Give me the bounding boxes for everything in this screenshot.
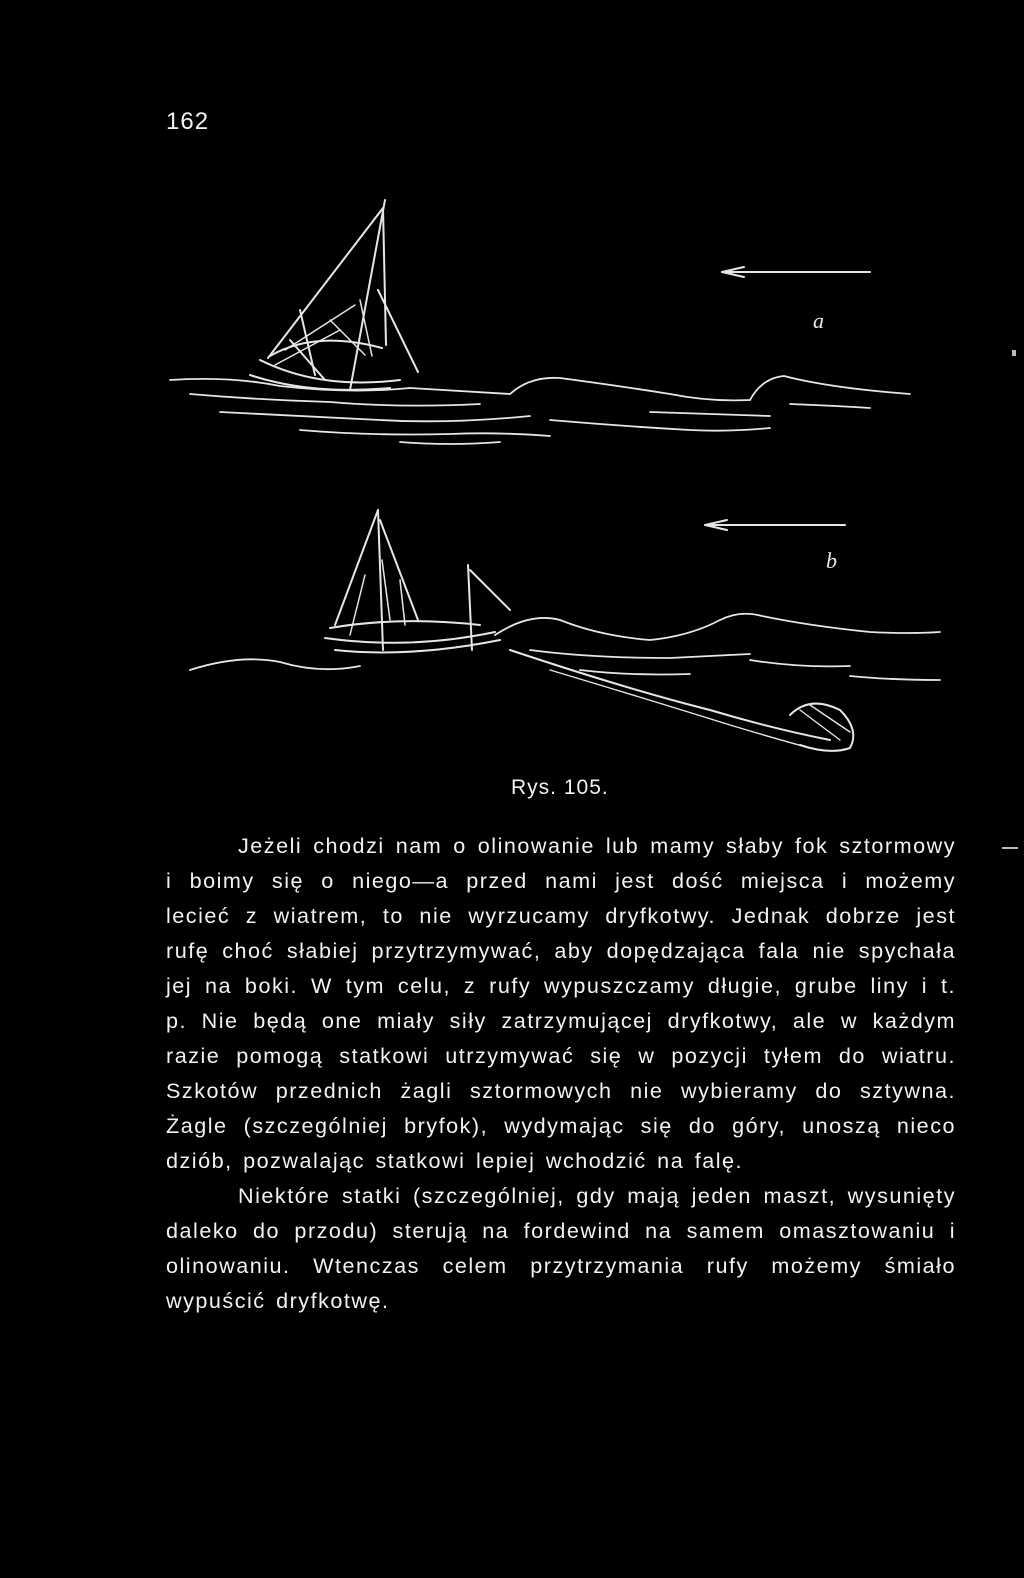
boat-b-drawing [325, 510, 510, 652]
page-number: 162 [166, 108, 210, 135]
edge-mark-top [1012, 350, 1016, 356]
boat-a-drawing [250, 200, 418, 390]
figure-label-b: b [826, 548, 837, 573]
wind-arrow-b [705, 520, 845, 530]
waves-b-drawing [190, 614, 940, 680]
waves-a-drawing [170, 376, 910, 444]
sailing-illustration [150, 180, 950, 780]
paragraph-1: Jeżeli chodzi nam o olinowanie lub mamy słaby fok sztormowy i boimy się o niego—a przed nami jest dość miejsca i możemy lecieć z wiatrem, to nie wyrzucamy dryfkotwy. Jednak dobrze jest rufę choć słabiej przytrzymywać, aby dopędzająca fala nie spychała jej na boki. W tym celu, z rufy wypuszczamy długie, grube liny i t. p. Nie będą one miały siły zatrzymującej dryfkotwy, ale w każdym razie pomogą statkowi utrzymywać się w pozycji tyłem do wiatru. Szkotów przednich żagli sztormowych nie wybieramy do sztywna. Żagle (szczególniej bryfok), wydymając się do góry, unoszą nieco dziób, pozwalając statkowi lepiej wchodzić na falę. [166, 833, 956, 1173]
figure-label-a: a [813, 308, 824, 333]
wind-arrow-a [722, 267, 870, 277]
edge-mark-middle [1002, 847, 1018, 849]
body-text [166, 828, 956, 1318]
paragraph-2: Niektóre statki (szczególniej, gdy mają jeden maszt, wysunięty daleko do przodu) sterują na fordewind na samem omasztowaniu i olinowaniu. Wtenczas celem przytrzymania rufy możemy śmiało wypuścić dryfkotwę. [166, 1183, 956, 1313]
figure-caption: Rys. 105. [511, 776, 609, 799]
